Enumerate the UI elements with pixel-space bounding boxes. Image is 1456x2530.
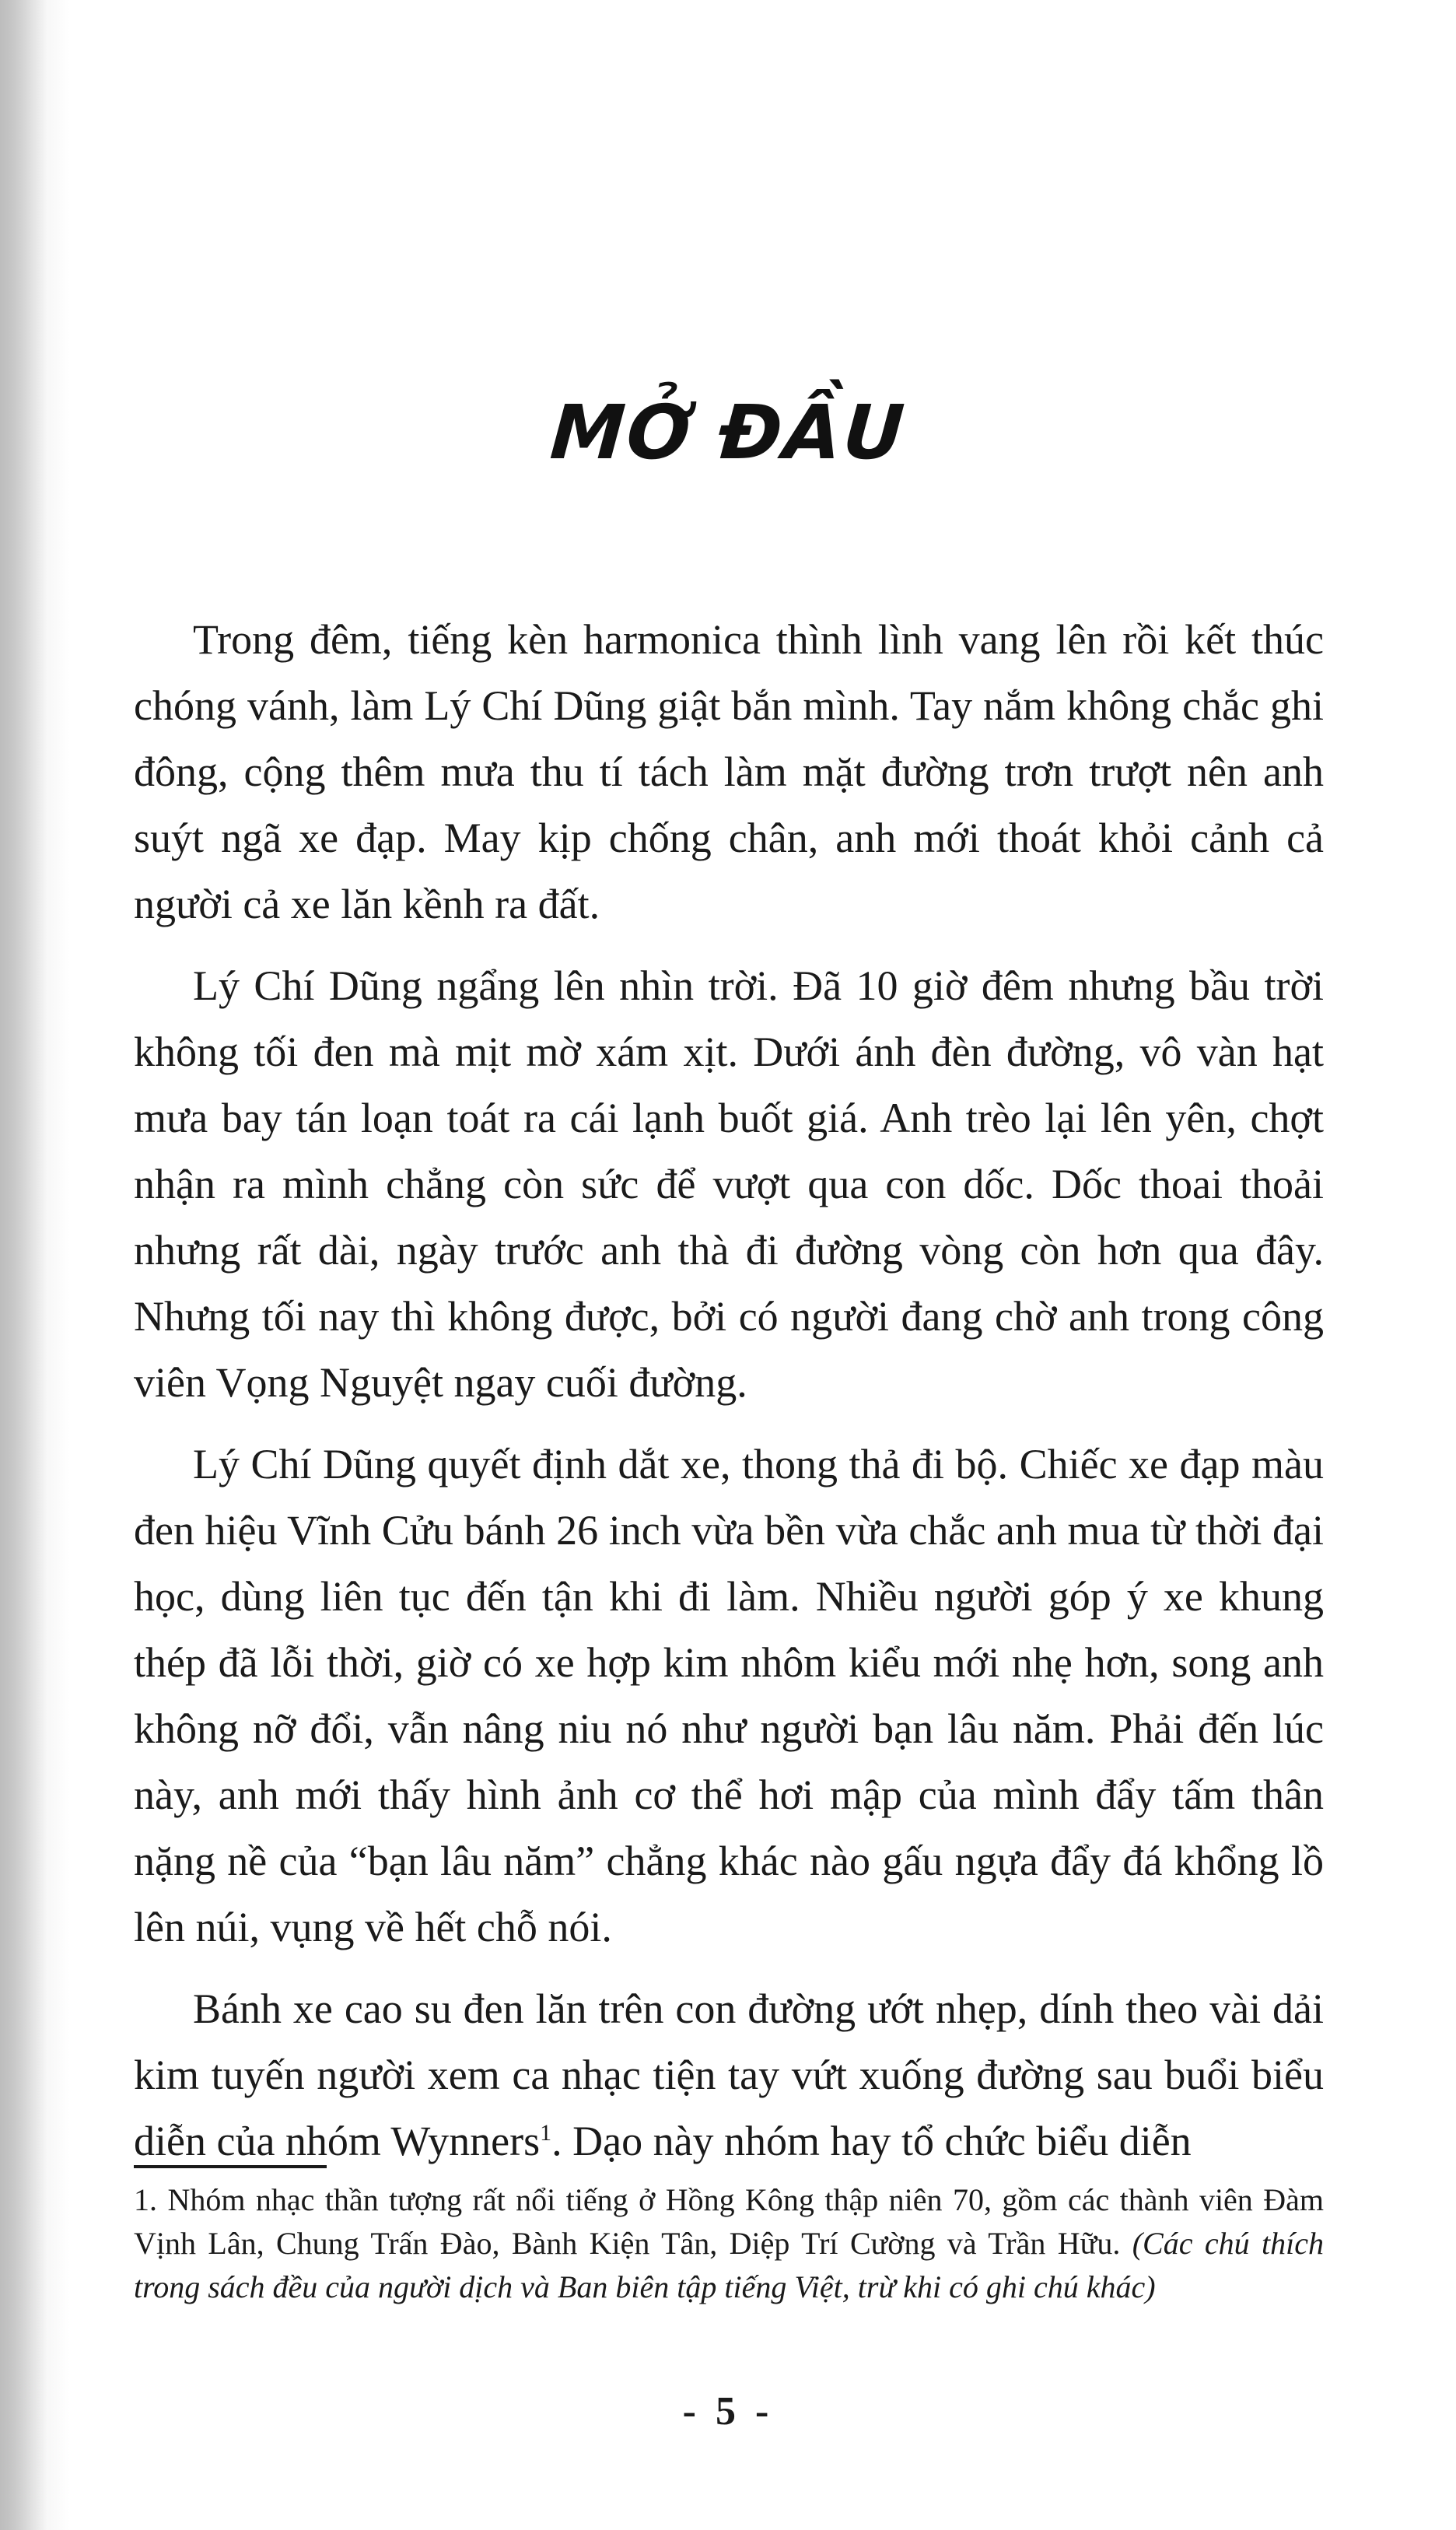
page-number: - 5 - xyxy=(682,2389,774,2434)
footnote-divider xyxy=(134,2165,327,2168)
paragraph-3: Lý Chí Dũng quyết định dắt xe, thong thả đi bộ. Chiếc xe đạp màu đen hiệu Vĩnh Cửu bánh 26 inch vừa bền vừa chắc anh mua từ thời đại học, dùng liên tục đến tận khi đi làm. Nhiều người góp ý xe khung thép đã lỗi thời, giờ có xe hợp kim nhôm kiểu mới nhẹ hơn, song anh không nỡ đổi, vẫn nâng niu nó như người bạn lâu năm. Phải đến lúc này, anh mới thấy hình ảnh cơ thể hơi mập của mình đẩy tấm thân nặng nề của “bạn lâu năm” chẳng khác nào gấu ngựa đẩy đá khổng lồ lên núi, vụng về hết chỗ nói. xyxy=(134,1441,1324,1950)
paragraph-4-continuation: . Dạo này nhóm hay tổ chức biểu diễn xyxy=(551,2118,1192,2164)
footnote-editor-note: (Các chú thích trong sách đều của người dịch và Ban biên tập tiếng Việt, trừ khi có ghi chú khác) xyxy=(134,2226,1324,2304)
spine-shadow xyxy=(0,0,47,2530)
paragraph-4 xyxy=(134,1976,1324,2174)
footnote xyxy=(134,2178,1324,2309)
footnote-marker: 1 xyxy=(540,2120,552,2146)
paragraph-4-text: Bánh xe cao su đen lăn trên con đường ướt nhẹp, dính theo vài dải kim tuyến người xem ca nhạc tiện tay vứt xuống đường sau buổi biểu diễn của nhóm Wynners xyxy=(134,1985,1324,2164)
footnote-text: 1. Nhóm nhạc thần tượng rất nổi tiếng ở Hồng Kông thập niên 70, gồm các thành viên Đàm Vịnh Lân, Chung Trấn Đào, Bành Kiện Tân, Diệp Trí Cường và Trần Hữu. xyxy=(134,2182,1324,2261)
body-text xyxy=(134,607,1324,2190)
paragraph-1: Trong đêm, tiếng kèn harmonica thình lình vang lên rồi kết thúc chóng vánh, làm Lý Chí Dũng giật bắn mình. Tay nắm không chắc ghi đông, cộng thêm mưa thu tí tách làm mặt đường trơn trượt nên anh suýt ngã xe đạp. May kịp chống chân, anh mới thoát khỏi cảnh cả người cả xe lăn kềnh ra đất. xyxy=(134,616,1324,927)
paragraph-2: Lý Chí Dũng ngẩng lên nhìn trời. Đã 10 giờ đêm nhưng bầu trời không tối đen mà mịt mờ xám xịt. Dưới ánh đèn đường, vô vàn hạt mưa bay tán loạn toát ra cái lạnh buốt giá. Anh trèo lại lên yên, chợt nhận ra mình chẳng còn sức để vượt qua con dốc. Dốc thoai thoải nhưng rất dài, ngày trước anh thà đi đường vòng còn hơn qua đây. Nhưng tối nay thì không được, bởi có người đang chờ anh trong công viên Vọng Nguyệt ngay cuối đường. xyxy=(134,962,1324,1406)
chapter-title: MỞ ĐẦU xyxy=(548,389,908,476)
